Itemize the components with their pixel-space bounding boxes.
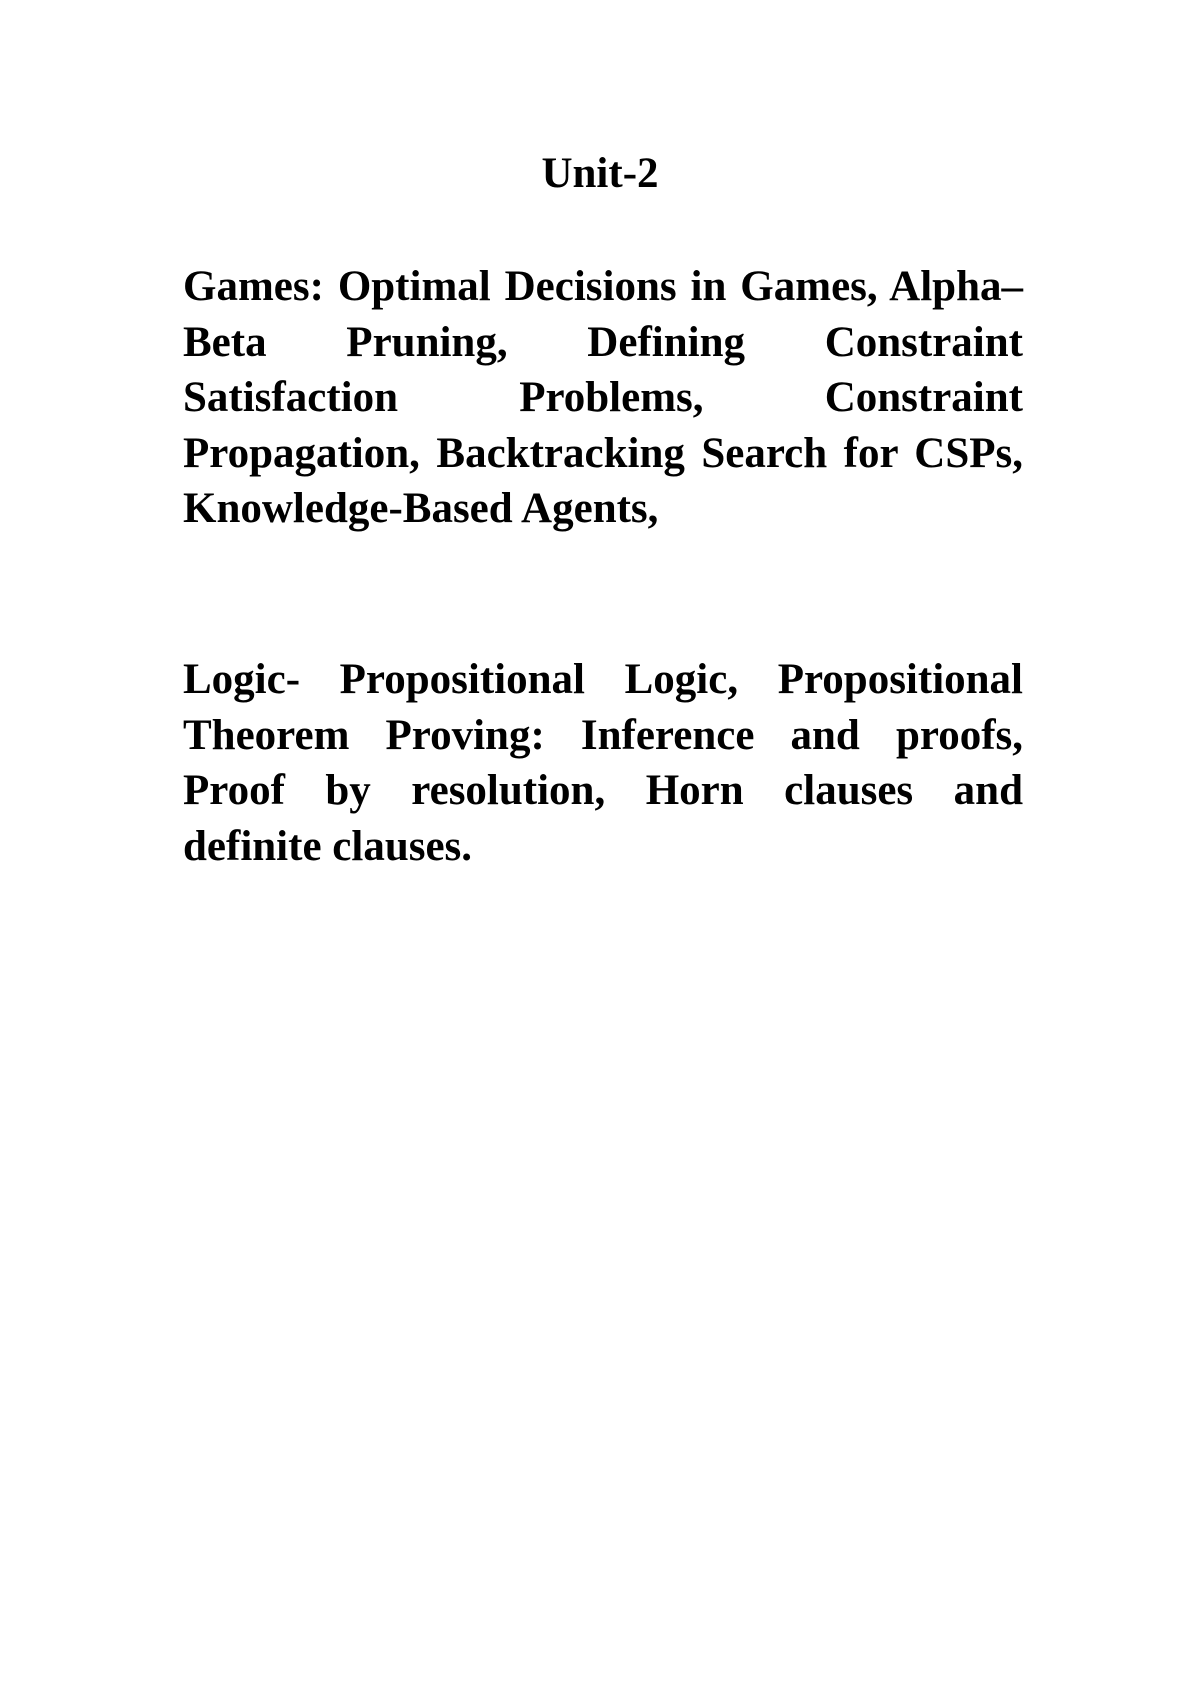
syllabus-paragraph-games: Games: Optimal Decisions in Games, Alpha–Beta Pruning, Defining Constraint Satisfaction Problems, Constraint Propagation, Backtracking Search for CSPs, Knowledge-Based Agents, — [183, 263, 1023, 532]
unit-title: Unit-2 — [541, 150, 659, 197]
syllabus-paragraph-logic: Logic- Propositional Logic, Propositional Theorem Proving: Inference and proofs, Proof by resolution, Horn clauses and definite clauses. — [183, 656, 1023, 870]
